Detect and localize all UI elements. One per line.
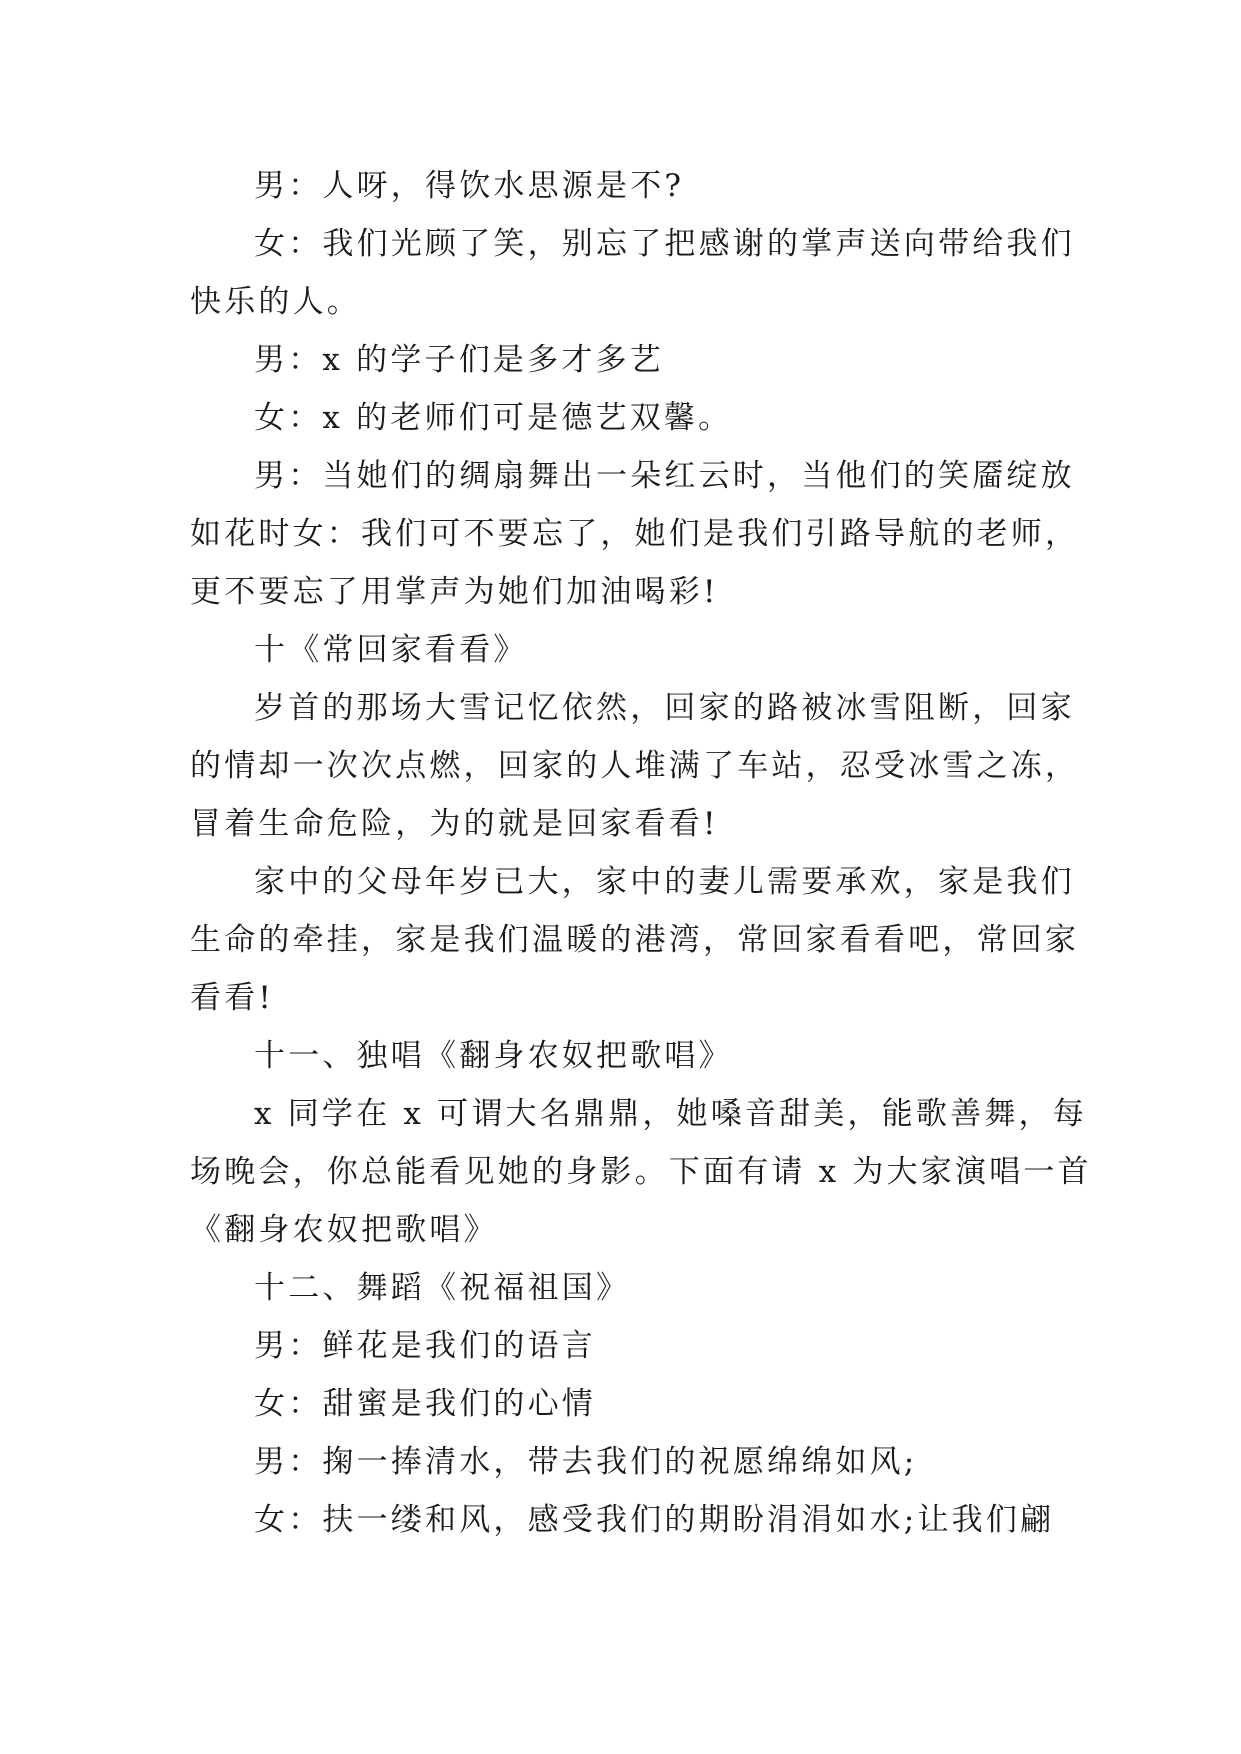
dialogue-line: 男：当她们的绸扇舞出一朵红云时，当他们的笑靥绽放 bbox=[254, 458, 1075, 494]
program-heading: 十二、舞蹈《祝福祖国》 bbox=[254, 1270, 631, 1306]
paragraph-line: 家中的父母年岁已大，家中的妻儿需要承欢，家是我们 bbox=[254, 864, 1075, 900]
dialogue-line: 男：x 的学子们是多才多艺 bbox=[254, 342, 664, 378]
paragraph-line: x 同学在 x 可谓大名鼎鼎，她嗓音甜美，能歌善舞，每 bbox=[254, 1096, 1087, 1132]
dialogue-line-continuation: 快乐的人。 bbox=[190, 284, 361, 320]
dialogue-line-continuation: 如花时女：我们可不要忘了，她们是我们引路导航的老师， bbox=[190, 516, 1080, 552]
dialogue-line: 女：甜蜜是我们的心情 bbox=[254, 1386, 596, 1422]
dialogue-line: 男：掬一捧清水，带去我们的祝愿绵绵如风; bbox=[254, 1444, 918, 1480]
paragraph-line-continuation: 看看! bbox=[190, 980, 275, 1016]
program-heading: 十《常回家看看》 bbox=[254, 632, 528, 668]
paragraph-line-continuation: 《翻身农奴把歌唱》 bbox=[190, 1212, 498, 1248]
dialogue-line: 男：鲜花是我们的语言 bbox=[254, 1328, 596, 1364]
dialogue-line: 女：扶一缕和风，感受我们的期盼涓涓如水;让我们翩 bbox=[254, 1502, 1055, 1538]
dialogue-line: 女：我们光顾了笑，别忘了把感谢的掌声送向带给我们 bbox=[254, 226, 1075, 262]
paragraph-line-continuation: 场晚会，你总能看见她的身影。下面有请 x 为大家演唱一首 bbox=[190, 1154, 1092, 1190]
dialogue-line: 男：人呀，得饮水思源是不? bbox=[254, 168, 685, 204]
document-body bbox=[190, 157, 1092, 1549]
dialogue-line: 女：x 的老师们可是德艺双馨。 bbox=[254, 400, 733, 436]
paragraph-line-continuation: 冒着生命危险，为的就是回家看看! bbox=[190, 806, 719, 842]
paragraph-line-continuation: 的情却一次次点燃，回家的人堆满了车站，忍受冰雪之冻， bbox=[190, 748, 1080, 784]
dialogue-line-continuation: 更不要忘了用掌声为她们加油喝彩! bbox=[190, 574, 719, 610]
program-heading: 十一、独唱《翻身农奴把歌唱》 bbox=[254, 1038, 733, 1074]
paragraph-line: 岁首的那场大雪记忆依然，回家的路被冰雪阻断，回家 bbox=[254, 690, 1075, 726]
paragraph-line-continuation: 生命的牵挂，家是我们温暖的港湾，常回家看看吧，常回家 bbox=[190, 922, 1080, 958]
